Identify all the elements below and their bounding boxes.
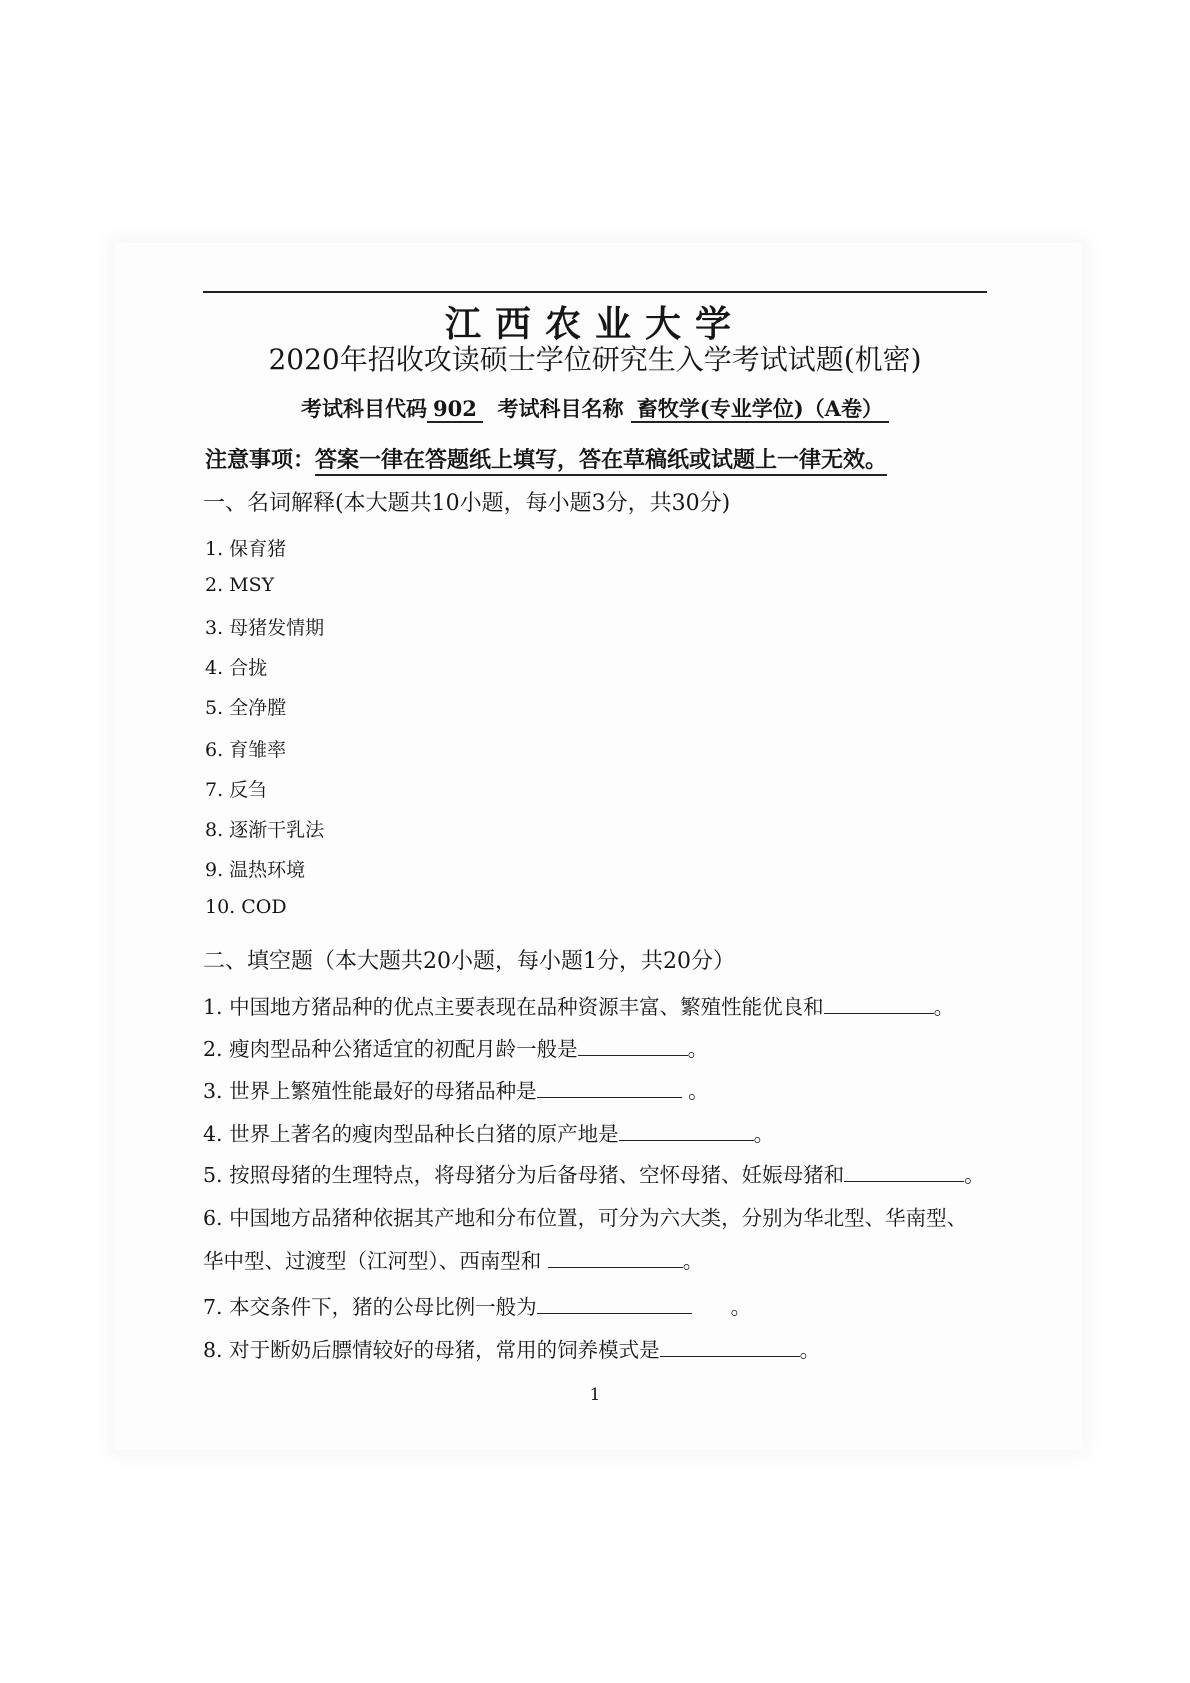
term-item: 7. 反刍 xyxy=(205,779,268,801)
term-item: 6. 育雏率 xyxy=(205,739,287,761)
term-item: 8. 逐渐干乳法 xyxy=(205,819,325,841)
section2-heading: 二、填空题（本大题共20小题，每小题1分，共20分） xyxy=(203,949,735,974)
fill-item-continued xyxy=(203,1244,703,1274)
answer-blank xyxy=(844,1163,964,1182)
fill-end: 。 xyxy=(681,1079,709,1103)
fill-item xyxy=(203,1290,751,1320)
fill-item xyxy=(203,1333,820,1363)
fill-item xyxy=(203,1117,774,1147)
fill-end: 。 xyxy=(687,1037,709,1061)
code-label: 考试科目代码 xyxy=(301,396,428,421)
name-label: 考试科目名称 xyxy=(497,396,624,421)
fill-item: 6. 中国地方品猪种依据其产地和分布位置，可分为六大类，分别为华北型、华南型、 xyxy=(203,1206,968,1230)
university-name: 江西农业大学 xyxy=(444,303,745,345)
answer-blank xyxy=(548,1249,683,1268)
term-item: 5. 全净膛 xyxy=(205,697,287,719)
name-value: 畜牧学(专业学位)（A卷） xyxy=(631,396,889,423)
fill-item xyxy=(203,1158,985,1188)
answer-blank xyxy=(619,1122,754,1141)
fill-text: 4. 世界上著名的瘦肉型品种长白猪的原产地是 xyxy=(203,1122,619,1146)
fill-text: 1. 中国地方猪品种的优点主要表现在品种资源丰富、繁殖性能优良和 xyxy=(203,995,824,1019)
subject-info xyxy=(0,393,1190,423)
notice-text: 答案一律在答题纸上填写，答在草稿纸或试题上一律无效。 xyxy=(315,447,887,476)
fill-item xyxy=(203,990,954,1020)
section1-heading: 一、名词解释(本大题共10小题，每小题3分，共30分) xyxy=(203,491,731,516)
fill-end: 。 xyxy=(799,1338,821,1362)
fill-item xyxy=(203,1074,709,1104)
answer-blank xyxy=(660,1338,800,1357)
answer-blank xyxy=(537,1079,682,1098)
notice xyxy=(205,443,887,474)
fill-text: 5. 按照母猪的生理特点，将母猪分为后备母猪、空怀母猪、妊娠母猪和 xyxy=(203,1163,845,1187)
answer-blank xyxy=(578,1037,688,1056)
fill-end: 。 xyxy=(964,1163,985,1187)
fill-item xyxy=(203,1032,708,1062)
fill-text: 7. 本交条件下，猪的公母比例一般为 xyxy=(203,1295,537,1319)
code-value: 902 xyxy=(427,396,483,423)
fill-end: 。 xyxy=(753,1122,775,1146)
answer-blank xyxy=(824,995,934,1014)
header-rule xyxy=(203,291,987,293)
page-number: 1 xyxy=(589,1385,601,1405)
fill-end: 。 xyxy=(691,1295,752,1319)
exam-title: 2020年招收攻读硕士学位研究生入学考试试题(机密) xyxy=(268,343,922,376)
term-item: 4. 合拢 xyxy=(205,657,268,679)
fill-text: 8. 对于断奶后膘情较好的母猪，常用的饲养模式是 xyxy=(203,1338,660,1362)
fill-text: 2. 瘦肉型品种公猪适宜的初配月龄一般是 xyxy=(203,1037,578,1061)
term-item: 9. 温热环境 xyxy=(205,859,306,881)
notice-label: 注意事项： xyxy=(205,447,316,473)
term-item: 1. 保育猪 xyxy=(205,538,287,560)
fill-end: 。 xyxy=(682,1249,704,1273)
fill-end: 。 xyxy=(933,995,955,1019)
fill-text: 华中型、过渡型（江河型）、西南型和 xyxy=(203,1249,548,1273)
term-item: 10. COD xyxy=(205,896,287,918)
fill-text: 3. 世界上繁殖性能最好的母猪品种是 xyxy=(203,1079,537,1103)
term-item: 3. 母猪发情期 xyxy=(205,617,325,639)
term-item: 2. MSY xyxy=(205,574,275,596)
answer-blank xyxy=(537,1295,692,1314)
